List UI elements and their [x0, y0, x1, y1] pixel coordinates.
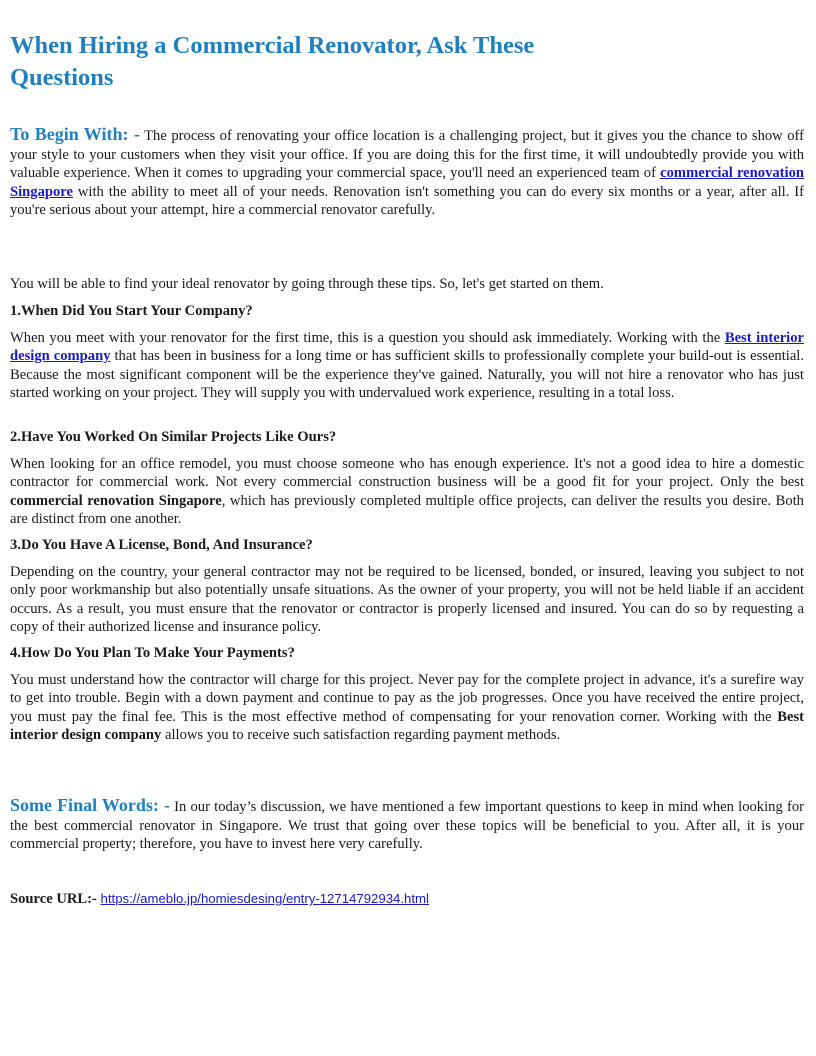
intro-lead: To Begin With: -: [10, 124, 140, 144]
q4-bold-text: Best interior design company: [10, 708, 804, 743]
final-text: In our today’s discussion, we have mentioned a few important questions to keep in mind when looking for the best commercial renovator in Singapore. We trust that going over these topics will be beneficial to you. After all, it is your commercial property; therefore, you have to invest here very carefully.: [10, 799, 804, 852]
question-2-body: [10, 455, 804, 529]
q1-text-2: that has been in business for a long time or has sufficient skills to professionally complete your build-out is essential. Because the most significant component will be the experience they've gained. Naturally, you will not hire a renovator who has just started working on your project. They will supply you with undervalued work experience, resulting in a total loss.: [10, 348, 805, 401]
question-3-section: [10, 536, 804, 637]
source-label: Source URL:-: [10, 891, 97, 907]
question-3-heading: 3.Do You Have A License, Bond, And Insurance?: [10, 537, 313, 553]
question-1-section: [10, 302, 804, 403]
source-line: [10, 890, 804, 909]
question-2-section: [10, 428, 804, 529]
document-page: [10, 30, 805, 907]
question-2-heading: 2.Have You Worked On Similar Projects Like Ours?: [10, 429, 337, 445]
final-paragraph: [10, 796, 804, 854]
q2-text-1: When looking for an office remodel, you must choose someone who has enough experience. It's not a good idea to hire a domestic contractor for commercial work. Not every commercial construction business will be a good fit for your project. Only the best: [10, 455, 804, 490]
q2-text-2: , which has previously completed multiple office projects, can deliver the results you desire. Both are distinct from one another.: [10, 492, 804, 527]
q4-text-1: You must understand how the contractor will charge for this project. Never pay for the complete project in advance, it's a surefire way to get into trouble. Begin with a down payment and continue to pay as the job progresses. Once you have received the entire project, you must pay the final fee. This is the most effective method of compensating for your renovation corner. Working with the: [10, 671, 804, 725]
best-interior-design-link[interactable]: Best interior design company: [10, 329, 804, 364]
q2-bold-text: commercial renovation Singapore: [10, 492, 222, 509]
commercial-renovation-link[interactable]: commercial renovation Singapore: [10, 165, 804, 200]
page-title: When Hiring a Commercial Renovator, Ask These Questions: [10, 32, 535, 91]
intro-text-1: The process of renovating your office location is a challenging project, but it gives you the chance to show off your style to your customers when they visit your office. If you are doing this for the first time, it will undoubtedly provide you with valuable experience. When it comes to upgrading your commercial space, you'll need an experienced team of: [10, 128, 804, 181]
question-1-heading: 1.When Did You Start Your Company?: [10, 303, 253, 319]
tips-section: [10, 275, 804, 294]
source-section: [10, 890, 804, 909]
question-4-heading: 4.How Do You Plan To Make Your Payments?: [10, 645, 295, 661]
intro-text-2: with the ability to meet all of your needs. Renovation isn't something you can do every six months or a year, after all. If you're serious about your attempt, hire a commercial renovator carefully.: [10, 183, 804, 218]
source-url-link[interactable]: https://ameblo.jp/homiesdesing/entry-12714792934.html: [100, 891, 429, 906]
intro-section: [10, 125, 804, 220]
q4-text-2: allows you to receive such satisfaction regarding payment methods.: [161, 727, 561, 743]
question-4-body: [10, 671, 804, 745]
tips-line: You will be able to find your ideal renovator by going through these tips. So, let's get started on them.: [10, 276, 604, 292]
question-3-body: Depending on the country, your general contractor may not be required to be licensed, bonded, or insured, leaving you subject to not only poor workmanship but also potentially unsafe situations. As the owner of your property, you will not be held liable if an accident occurs. As a result, you must ensure that the renovator or contractor is properly licensed and insured. You can do so by requesting a copy of their authorized license and insurance policy.: [10, 563, 804, 635]
question-1-body: [10, 329, 804, 403]
final-lead: Some Final Words: -: [10, 795, 170, 815]
intro-paragraph: [10, 125, 804, 220]
question-4-section: [10, 644, 804, 745]
q1-text-1: When you meet with your renovator for the first time, this is a question you should ask immediately. Working with the: [10, 329, 725, 346]
final-section: [10, 796, 804, 854]
